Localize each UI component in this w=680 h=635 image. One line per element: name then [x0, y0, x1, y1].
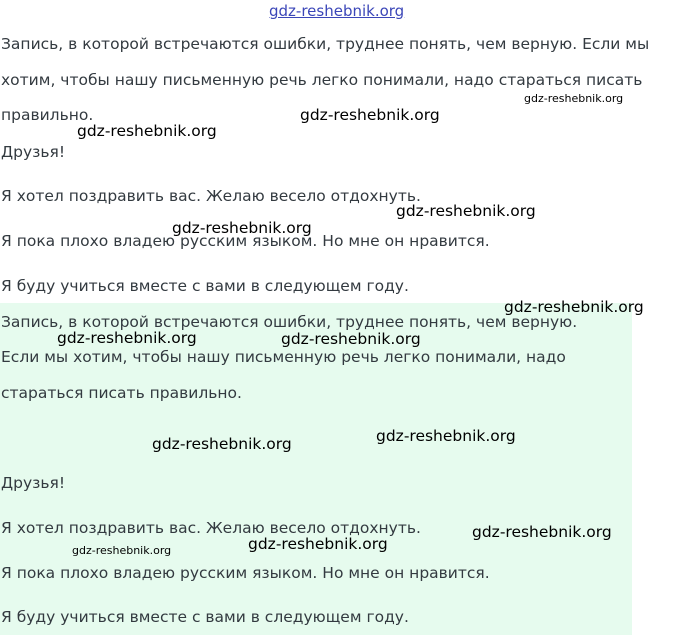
- watermark: gdz-reshebnik.org: [300, 106, 440, 124]
- site-link[interactable]: gdz-reshebnik.org: [269, 2, 405, 20]
- watermark: gdz-reshebnik.org: [524, 92, 624, 105]
- original-line-3: правильно.: [1, 106, 94, 124]
- answer-line-6: Я пока плохо владею русским языком. Но мне он нравится.: [1, 564, 490, 582]
- original-line-1: Запись, в которой встречаются ошибки, труднее понять, чем верную. Если мы: [1, 35, 650, 53]
- original-line-7: Я буду учиться вместе с вами в следующем году.: [1, 277, 409, 295]
- watermark: gdz-reshebnik.org: [152, 435, 292, 453]
- watermark: gdz-reshebnik.org: [57, 329, 197, 347]
- answer-line-1: Запись, в которой встречаются ошибки, труднее понять, чем верную.: [1, 313, 578, 331]
- answer-line-7: Я буду учиться вместе с вами в следующем году.: [1, 608, 409, 626]
- watermark: gdz-reshebnik.org: [77, 122, 217, 140]
- answer-line-2: Если мы хотим, чтобы нашу письменную речь легко понимали, надо: [1, 348, 566, 366]
- watermark: gdz-reshebnik.org: [72, 544, 172, 557]
- original-line-2: хотим, чтобы нашу письменную речь легко понимали, надо стараться писать: [1, 71, 643, 89]
- answer-line-5: Я хотел поздравить вас. Желаю весело отдохнуть.: [1, 519, 421, 537]
- watermark: gdz-reshebnik.org: [396, 202, 536, 220]
- watermark: gdz-reshebnik.org: [248, 535, 388, 553]
- original-line-4: Друзья!: [1, 143, 66, 161]
- answer-line-3: стараться писать правильно.: [1, 384, 242, 402]
- watermark: gdz-reshebnik.org: [472, 523, 612, 541]
- watermark: gdz-reshebnik.org: [376, 427, 516, 445]
- watermark: gdz-reshebnik.org: [172, 219, 312, 237]
- original-line-6: Я пока плохо владею русским языком. Но мне он нравится.: [1, 232, 490, 250]
- watermark: gdz-reshebnik.org: [281, 330, 421, 348]
- answer-line-4: Друзья!: [1, 474, 66, 492]
- original-line-5: Я хотел поздравить вас. Желаю весело отдохнуть.: [1, 187, 421, 205]
- watermark: gdz-reshebnik.org: [504, 298, 644, 316]
